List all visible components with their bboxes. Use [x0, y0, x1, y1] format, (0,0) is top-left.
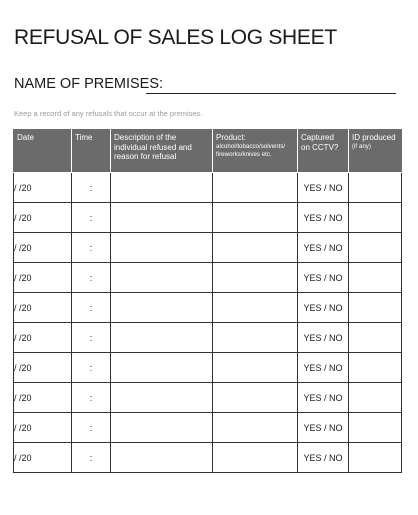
- table-row: [14, 263, 402, 293]
- cctv-cell[interactable]: YES / NO: [298, 173, 349, 203]
- cctv-cell[interactable]: YES / NO: [298, 413, 349, 443]
- cctv-cell[interactable]: YES / NO: [298, 263, 349, 293]
- table-row: [14, 203, 402, 233]
- time-cell[interactable]: :: [72, 413, 111, 443]
- column-header-id-note: (if any): [352, 142, 371, 150]
- cctv-cell[interactable]: YES / NO: [298, 443, 349, 473]
- description-cell[interactable]: [111, 413, 213, 443]
- instruction-text: Keep a record of any refusals that occur at the premises.: [14, 109, 203, 118]
- date-cell[interactable]: / /20: [14, 443, 72, 473]
- product-cell[interactable]: [213, 173, 298, 203]
- description-cell[interactable]: [111, 263, 213, 293]
- table-row: [14, 353, 402, 383]
- date-cell[interactable]: / /20: [14, 263, 72, 293]
- date-cell[interactable]: / /20: [14, 413, 72, 443]
- time-cell[interactable]: :: [72, 293, 111, 323]
- column-header-date: Date: [14, 130, 72, 173]
- id-produced-cell[interactable]: [349, 233, 402, 263]
- table-row: [14, 413, 402, 443]
- description-cell[interactable]: [111, 233, 213, 263]
- table-row: [14, 443, 402, 473]
- table-header-row: [14, 130, 402, 173]
- id-produced-cell[interactable]: [349, 263, 402, 293]
- description-cell[interactable]: [111, 323, 213, 353]
- description-cell[interactable]: [111, 203, 213, 233]
- id-produced-cell[interactable]: [349, 383, 402, 413]
- description-cell[interactable]: [111, 293, 213, 323]
- column-header-product: [213, 130, 298, 173]
- product-cell[interactable]: [213, 263, 298, 293]
- table-row: [14, 383, 402, 413]
- column-header-time: Time: [72, 130, 111, 173]
- refusal-log-table: [13, 129, 402, 473]
- date-cell[interactable]: / /20: [14, 323, 72, 353]
- date-cell[interactable]: / /20: [14, 383, 72, 413]
- page-title: REFUSAL OF SALES LOG SHEET: [14, 26, 337, 49]
- id-produced-cell[interactable]: [349, 293, 402, 323]
- description-cell[interactable]: [111, 353, 213, 383]
- cctv-cell[interactable]: YES / NO: [298, 233, 349, 263]
- table-row: [14, 233, 402, 263]
- description-cell[interactable]: [111, 383, 213, 413]
- product-cell[interactable]: [213, 413, 298, 443]
- date-cell[interactable]: / /20: [14, 173, 72, 203]
- date-cell[interactable]: / /20: [14, 293, 72, 323]
- product-cell[interactable]: [213, 233, 298, 263]
- time-cell[interactable]: :: [72, 323, 111, 353]
- column-header-cctv: Captured on CCTV?: [298, 130, 349, 173]
- cctv-cell[interactable]: YES / NO: [298, 203, 349, 233]
- time-cell[interactable]: :: [72, 383, 111, 413]
- time-cell[interactable]: :: [72, 173, 111, 203]
- column-header-id: [349, 130, 402, 173]
- premises-name-field[interactable]: [146, 93, 396, 94]
- product-cell[interactable]: [213, 323, 298, 353]
- time-cell[interactable]: :: [72, 263, 111, 293]
- product-cell[interactable]: [213, 293, 298, 323]
- product-cell[interactable]: [213, 203, 298, 233]
- column-header-product-examples: alcohol/tobacco/solvents/ fireworks/knives etc.: [216, 142, 286, 158]
- id-produced-cell[interactable]: [349, 173, 402, 203]
- table-body: [14, 173, 402, 473]
- id-produced-cell[interactable]: [349, 443, 402, 473]
- column-header-id-label: ID produced: [352, 133, 396, 142]
- cctv-cell[interactable]: YES / NO: [298, 383, 349, 413]
- cctv-cell[interactable]: YES / NO: [298, 323, 349, 353]
- premises-label: NAME OF PREMISES:: [14, 76, 164, 92]
- description-cell[interactable]: [111, 443, 213, 473]
- table-row: [14, 173, 402, 203]
- id-produced-cell[interactable]: [349, 353, 402, 383]
- product-cell[interactable]: [213, 443, 298, 473]
- id-produced-cell[interactable]: [349, 323, 402, 353]
- id-produced-cell[interactable]: [349, 203, 402, 233]
- cctv-cell[interactable]: YES / NO: [298, 353, 349, 383]
- id-produced-cell[interactable]: [349, 413, 402, 443]
- date-cell[interactable]: / /20: [14, 233, 72, 263]
- table-row: [14, 323, 402, 353]
- time-cell[interactable]: :: [72, 203, 111, 233]
- date-cell[interactable]: / /20: [14, 353, 72, 383]
- column-header-description: Description of the individual refused and reason for refusal: [111, 130, 213, 173]
- cctv-cell[interactable]: YES / NO: [298, 293, 349, 323]
- column-header-product-label: Product:: [216, 133, 246, 142]
- product-cell[interactable]: [213, 353, 298, 383]
- time-cell[interactable]: :: [72, 233, 111, 263]
- description-cell[interactable]: [111, 173, 213, 203]
- product-cell[interactable]: [213, 383, 298, 413]
- table-row: [14, 293, 402, 323]
- time-cell[interactable]: :: [72, 443, 111, 473]
- time-cell[interactable]: :: [72, 353, 111, 383]
- date-cell[interactable]: / /20: [14, 203, 72, 233]
